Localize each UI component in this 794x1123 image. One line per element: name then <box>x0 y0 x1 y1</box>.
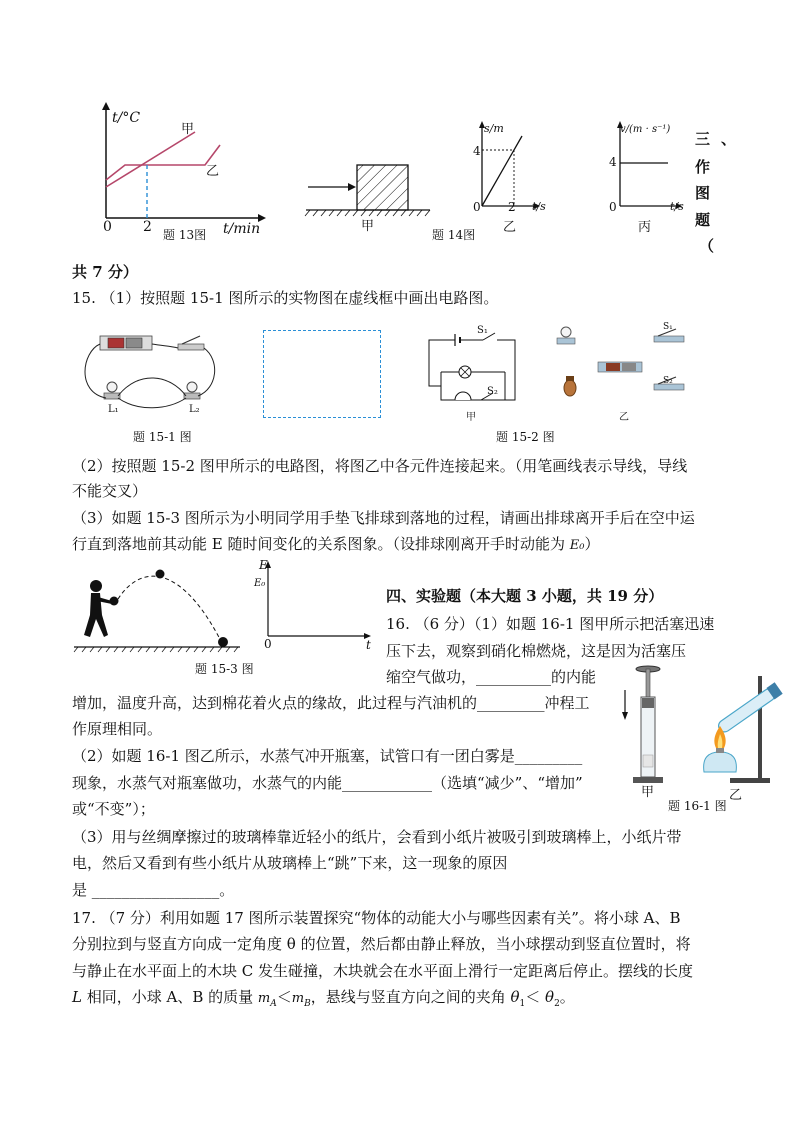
fig15-1-l1: L₁ <box>108 404 119 415</box>
q16-line1: 16. （6 分）（1）如题 16-1 图甲所示把活塞迅速 <box>386 615 715 633</box>
section4-title: 四、实验题（本大题 3 小题，共 19 分） <box>386 587 664 605</box>
q15-part1: 15. （1）按照题 15-1 图所示的实物图在虚线框中画出电路图。 <box>72 289 499 307</box>
section3-tail: 共 7 分） <box>72 263 138 281</box>
section3-char: 作 <box>695 158 711 176</box>
q15-part3-line1: （3）如题 15-3 图所示为小明同学用手垫飞排球到落地的过程，请画出排球离开手后在空中运 <box>72 509 695 527</box>
q17-line2: 分别拉到与竖直方向成一定角度 θ 的位置，然后都由静止释放，当小球摆动到竖直位置时，将 <box>72 935 691 953</box>
fig14-vt-ytick: 4 <box>609 155 617 169</box>
bell-symbol <box>455 392 471 400</box>
fig14-st-label: 乙 <box>503 220 517 235</box>
q15-part3-line2: 行直到落地前其动能 E 随时间变化的关系图象。（设排球刚离开手时动能为 E₀） <box>72 535 600 553</box>
fig13-ylabel: t/°C <box>112 110 141 126</box>
ball-trajectory <box>118 576 222 643</box>
section3-char: 图 <box>695 184 711 202</box>
figure-15-2-jia-diagram <box>425 328 525 408</box>
fig15-2-jia: 甲 <box>466 412 476 423</box>
fig13-series-yi: 乙 <box>206 164 220 179</box>
q16-line2: 压下去，观察到硝化棉燃烧，这是因为活塞压 <box>386 642 687 660</box>
fig13-xtick: 2 <box>143 219 152 235</box>
fig13-series-jia: 甲 <box>181 122 195 137</box>
fig13-caption: 题 13图 <box>163 228 207 242</box>
section3-char: 三 <box>695 130 711 148</box>
fig14-vt-xlabel: t/s <box>670 200 684 213</box>
fig15-3-ylabel: E <box>259 558 268 572</box>
figure-15-2-yi-components <box>550 320 690 410</box>
q17-line1: 17. （7 分）利用如题 17 图所示装置探究“物体的动能大小与哪些因素有关”。将小球 A、B <box>72 909 681 927</box>
q16-line11: 是 _________________。 <box>72 881 235 899</box>
fig16-1-caption: 题 16-1 图 <box>668 799 727 813</box>
fig15-2-yi-s1: S₁ <box>663 322 673 332</box>
fig13-line-yi <box>106 145 220 180</box>
fig15-3-xlabel: t <box>366 638 371 652</box>
fig14-st-xtick: 2 <box>508 200 516 214</box>
player-head <box>90 580 102 592</box>
q16-line9: （3）用与丝绸摩擦过的玻璃棒靠近轻小的纸片，会看到小纸片被吸引到玻璃棒上，小纸片带 <box>72 828 682 846</box>
fig15-1-l2: L₂ <box>189 404 200 415</box>
fig15-3-axes <box>256 560 376 642</box>
figure-14-block <box>300 160 440 220</box>
ball-ground <box>218 637 228 647</box>
q15-part2-line2: 不能交叉） <box>72 482 148 500</box>
q16-line7: 现象，水蒸气对瓶塞做功，水蒸气的内能____________（选填“减少”、“增加” <box>72 774 583 792</box>
fig15-1-caption: 题 15-1 图 <box>133 430 192 444</box>
fig14-vt-origin: 0 <box>609 200 617 214</box>
figure-16-1-jia-piston <box>615 660 675 790</box>
q16-line4: 增加，温度升高，达到棉花着火点的缘故，此过程与汽油机的_________冲程工 <box>72 694 590 712</box>
fig14-st-ylabel: s/m <box>484 122 504 135</box>
fig15-3-e0: E₀ <box>254 578 266 589</box>
figure-16-1-yi-test-tube <box>690 660 794 785</box>
test-tube <box>716 682 783 735</box>
fig14-vt-ylabel: v/(m · s⁻¹) <box>620 124 671 135</box>
block <box>357 165 408 210</box>
fig16-1-yi: 乙 <box>729 788 743 803</box>
fig15-2-yi: 乙 <box>619 412 629 423</box>
figure-15-3-player <box>70 565 245 660</box>
section3-char: 、 <box>721 130 737 148</box>
answer-box-dashed[interactable] <box>263 330 381 418</box>
fig14-vt-label: 丙 <box>638 220 652 235</box>
section3-char: 题 <box>695 211 711 229</box>
fig16-1-jia: 甲 <box>641 785 655 800</box>
q16-line8: 或“不变”）； <box>72 800 155 818</box>
st-line <box>482 136 522 206</box>
fig14-caption: 题 14图 <box>432 228 476 242</box>
fig14-st-ytick: 4 <box>473 144 481 158</box>
fig13-origin: 0 <box>103 219 112 235</box>
fig15-2-yi-s2: S₂ <box>663 376 673 386</box>
fig14-st-xlabel: t/s <box>532 200 546 213</box>
q17-line3: 与静止在水平面上的木块 C 发生碰撞，木块就会在水平面上滑行一定距离后停止。摆线的长度 <box>72 962 694 980</box>
ball-top <box>156 570 165 579</box>
fig14-st-origin: 0 <box>473 200 481 214</box>
alcohol-lamp <box>704 752 737 772</box>
q16-line5: 作原理相同。 <box>72 720 163 738</box>
fig13-line-jia <box>106 132 195 187</box>
fig15-2-caption: 题 15-2 图 <box>496 430 555 444</box>
figure-15-1-circuit <box>78 330 238 425</box>
q17-line4: L 相同，小球 A、B 的质量 $m_A<m_B$，悬线与竖直方向之间的夹角 $\theta_1< \theta_2$。 <box>72 988 575 1009</box>
fig13-xlabel: t/min <box>223 221 261 237</box>
q16-line3: 缩空气做功，__________的内能 <box>386 668 597 686</box>
fig15-2-s1: S₁ <box>477 325 488 336</box>
q16-line10: 电，然后又看到有些小纸片从玻璃棒上“跳”下来，这一现象的原因 <box>72 854 508 872</box>
fig13-y-arrow <box>102 102 110 110</box>
ball-hand <box>110 597 119 606</box>
fig15-2-s2: S₂ <box>487 386 498 397</box>
fig14-block-label: 甲 <box>361 219 375 234</box>
fig15-3-caption: 题 15-3 图 <box>195 662 254 676</box>
fig15-3-origin: 0 <box>264 637 272 651</box>
q15-part2-line1: （2）按照题 15-2 图甲所示的电路图，将图乙中各元件连接起来。（用笔画线表示导线，导线 <box>72 457 688 475</box>
section3-char: （ <box>699 237 715 255</box>
q16-line6: （2）如题 16-1 图乙所示，水蒸气冲开瓶塞，试管口有一团白雾是_________ <box>72 747 583 765</box>
